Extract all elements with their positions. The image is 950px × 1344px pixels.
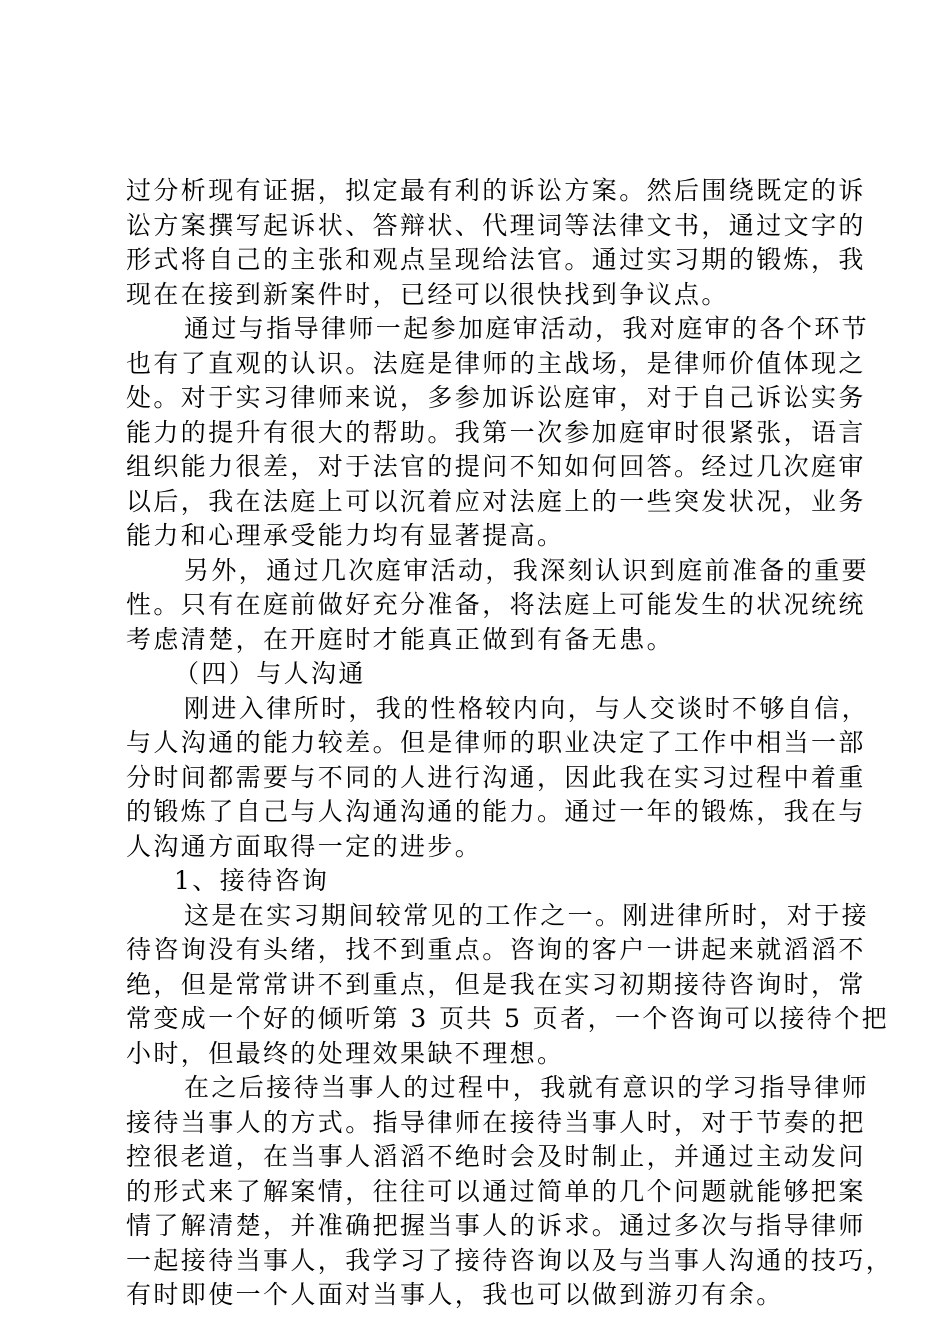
text-line: 能力和心理承受能力均有显著提高。 [126,521,565,550]
paragraph-first-line: 通过与指导律师一起参加庭审活动，我对庭审的各个环节 [184,314,870,343]
section-heading: （四）与人沟通 [174,659,366,688]
text-line: 的形式来了解案情，往往可以通过简单的几个问题就能够把案 [126,1176,866,1206]
text-line: 控很老道，在当事人滔滔不绝时会及时制止，并通过主动发问 [126,1142,866,1171]
text-line: 过分析现有证据，拟定最有利的诉讼方案。然后围绕既定的诉 [126,176,866,205]
text-line: 接待当事人的方式。指导律师在接待当事人时，对于节奏的把 [126,1107,866,1137]
text-line: 现在在接到新案件时，已经可以很快找到争议点。 [126,279,729,309]
text-line: 形式将自己的主张和观点呈现给法官。通过实习期的锻炼，我 [126,245,866,274]
text-line: 讼方案撰写起诉状、答辩状、代理词等法律文书，通过文字的 [126,210,866,240]
text-line: 的锻炼了自己与人沟通沟通的能力。通过一年的锻炼，我在与 [126,797,866,826]
text-line: 情了解清楚，并准确把握当事人的诉求。通过多次与指导律师 [126,1211,866,1240]
text-line: 与人沟通的能力较差。但是律师的职业决定了工作中相当一部 [126,728,866,757]
text-line: 有时即使一个人面对当事人，我也可以做到游刃有余。 [126,1280,784,1309]
paragraph-first-line: 刚进入律所时，我的性格较内向，与人交谈时不够自信， [184,693,870,723]
paragraph-first-line: 这是在实习期间较常见的工作之一。刚进律所时，对于接 [184,900,870,930]
paragraph-first-line: 另外，通过几次庭审活动，我深刻认识到庭前准备的重要 [184,555,870,585]
text-line: 人沟通方面取得一定的进步。 [126,831,483,861]
text-line: 考虑清楚，在开庭时才能真正做到有备无患。 [126,624,675,654]
text-line: 小时，但最终的处理效果缺不理想。 [126,1038,565,1068]
paragraph-first-line: 在之后接待当事人的过程中，我就有意识的学习指导律师 [184,1073,870,1102]
document-body [126,174,894,1313]
text-line: 能力的提升有很大的帮助。我第一次参加庭审时很紧张，语言 [126,417,866,447]
text-line: 常变成一个好的倾听第 3 页共 5 页者，一个咨询可以接待个把 [126,1004,890,1033]
text-line: 绝，但是常常讲不到重点，但是我在实习初期接待咨询时，常 [126,969,866,999]
text-line: 性。只有在庭前做好充分准备，将法庭上可能发生的状况统统 [126,590,866,619]
text-line: 处。对于实习律师来说，多参加诉讼庭审，对于自己诉讼实务 [126,383,866,412]
text-line: 组织能力很差，对于法官的提问不知如何回答。经过几次庭审 [126,452,866,481]
text-line: 分时间都需要与不同的人进行沟通，因此我在实习过程中着重 [126,762,866,792]
text-line: 一起接待当事人，我学习了接待咨询以及与当事人沟通的技巧， [126,1245,894,1275]
text-line: 待咨询没有头绪，找不到重点。咨询的客户一讲起来就滔滔不 [126,935,866,964]
text-line: 以后，我在法庭上可以沉着应对法庭上的一些突发状况，业务 [126,486,866,516]
subsection-heading: 1、接待咨询 [174,866,330,895]
text-line: 也有了直观的认识。法庭是律师的主战场，是律师价值体现之 [126,348,866,378]
